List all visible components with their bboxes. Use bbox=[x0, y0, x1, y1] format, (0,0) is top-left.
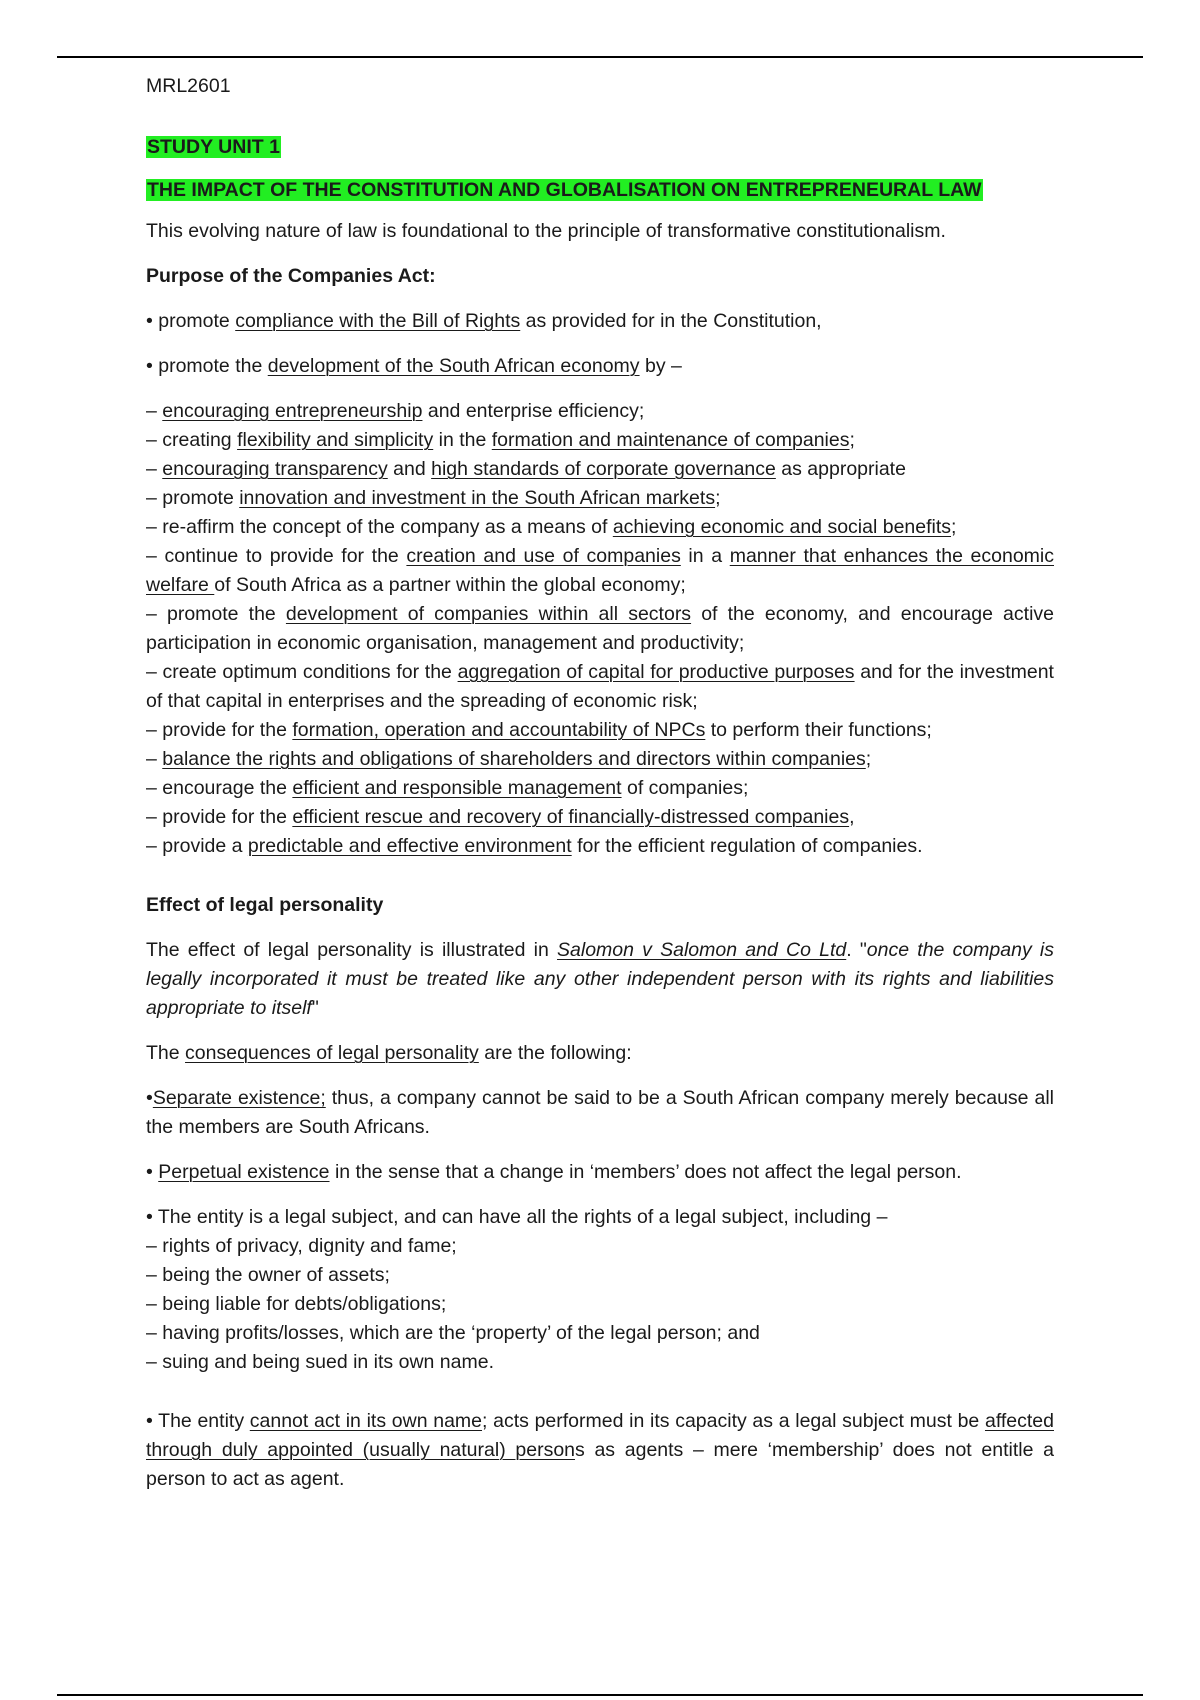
list-item: – re-affirm the concept of the company as a means of achieving economic and social benefits; bbox=[146, 516, 957, 538]
legal-subject-lead: • The entity is a legal subject, and can have all the rights of a legal subject, including – bbox=[146, 1206, 888, 1228]
list-item: – create optimum conditions for the aggregation of capital for productive purposes and for the investment of that capital in enterprises and the spreading of economic risk; bbox=[146, 661, 1054, 712]
consequences-paragraph: The consequences of legal personality are the following: bbox=[146, 1042, 632, 1064]
purpose-list bbox=[146, 397, 1054, 861]
salomon-paragraph: The effect of legal personality is illustrated in Salomon v Salomon and Co Ltd. "once the company is legally incorporated it must be treated like any other independent person with its rights and liabilities appropriate to itself" bbox=[146, 939, 1054, 1019]
list-item: – promote the development of companies within all sectors of the economy, and encourage active participation in economic organisation, management and productivity; bbox=[146, 603, 1054, 654]
document-page bbox=[146, 72, 1054, 1510]
list-item: – promote innovation and investment in the South African markets; bbox=[146, 487, 721, 509]
list-item: – encouraging entrepreneurship and enterprise efficiency; bbox=[146, 400, 645, 422]
list-item: – provide for the formation, operation and accountability of NPCs to perform their functions; bbox=[146, 719, 932, 741]
purpose-bullet-compliance: • promote compliance with the Bill of Rights as provided for in the Constitution, bbox=[146, 310, 822, 332]
course-code: MRL2601 bbox=[146, 75, 231, 97]
study-unit-label: STUDY UNIT 1 bbox=[147, 136, 280, 158]
list-item: – creating flexibility and simplicity in the formation and maintenance of companies; bbox=[146, 429, 855, 451]
list-item: – encourage the efficient and responsible management of companies; bbox=[146, 777, 749, 799]
header-rule bbox=[57, 56, 1143, 58]
intro-paragraph: This evolving nature of law is foundational to the principle of transformative constitutionalism. bbox=[146, 220, 946, 242]
list-item: – provide a predictable and effective environment for the efficient regulation of companies. bbox=[146, 835, 923, 857]
list-item: – rights of privacy, dignity and fame; bbox=[146, 1235, 457, 1257]
list-item: – having profits/losses, which are the ‘property’ of the legal person; and bbox=[146, 1322, 760, 1344]
study-unit-title: THE IMPACT OF THE CONSTITUTION AND GLOBALISATION ON ENTREPRENEURAL LAW bbox=[147, 179, 982, 201]
list-item: – being liable for debts/obligations; bbox=[146, 1293, 447, 1315]
perpetual-existence-bullet: • Perpetual existence in the sense that a change in ‘members’ does not affect the legal person. bbox=[146, 1161, 962, 1183]
list-item: – being the owner of assets; bbox=[146, 1264, 390, 1286]
legal-personality-heading: Effect of legal personality bbox=[146, 894, 384, 916]
legal-subject-list bbox=[146, 1203, 1054, 1377]
footer-rule bbox=[57, 1694, 1143, 1696]
list-item: – continue to provide for the creation and use of companies in a manner that enhances the economic welfare of South Africa as a partner within the global economy; bbox=[146, 545, 1054, 596]
list-item: – provide for the efficient rescue and recovery of financially-distressed companies, bbox=[146, 806, 855, 828]
purpose-bullet-development: • promote the development of the South African economy by – bbox=[146, 355, 682, 377]
cannot-act-bullet: • The entity cannot act in its own name; acts performed in its capacity as a legal subject must be affected through duly appointed (usually natural) persons as agents – mere ‘membership’ does not entitle a person to act as agent. bbox=[146, 1410, 1054, 1490]
separate-existence-bullet: •Separate existence; thus, a company cannot be said to be a South African company merely because all the members are South Africans. bbox=[146, 1087, 1055, 1138]
list-item: – encouraging transparency and high standards of corporate governance as appropriate bbox=[146, 458, 906, 480]
list-item: – suing and being sued in its own name. bbox=[146, 1351, 494, 1373]
list-item: – balance the rights and obligations of shareholders and directors within companies; bbox=[146, 748, 872, 770]
purpose-heading: Purpose of the Companies Act: bbox=[146, 265, 436, 287]
